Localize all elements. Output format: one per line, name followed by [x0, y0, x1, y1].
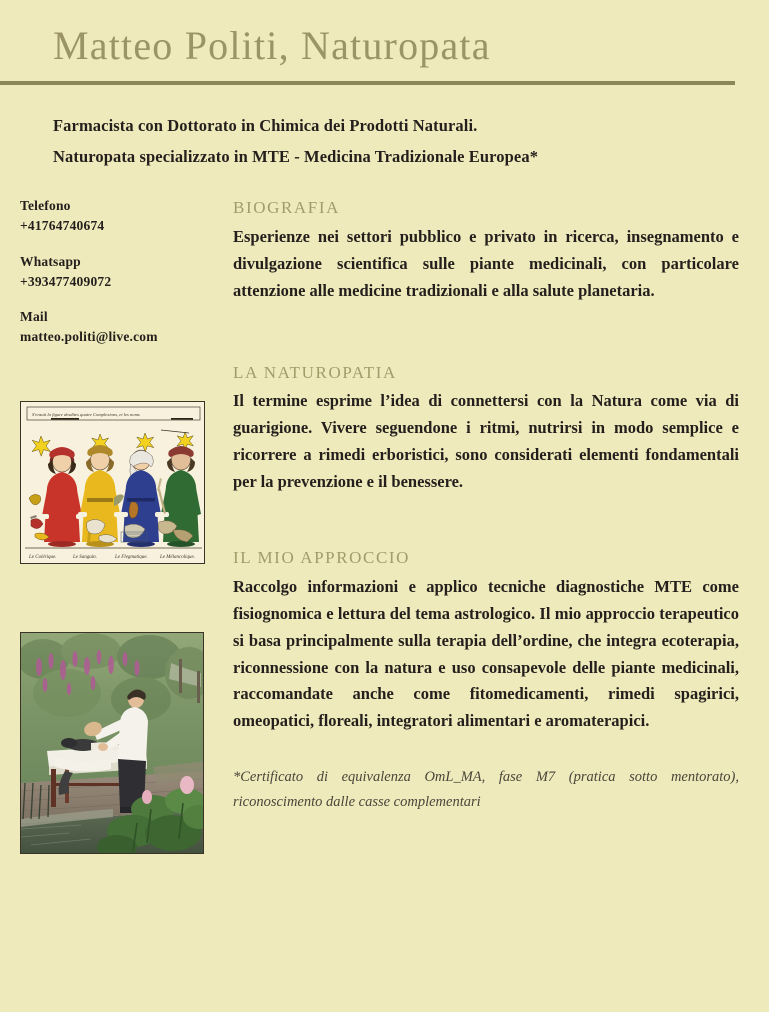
contact-whatsapp: [20, 252, 210, 293]
phone-value[interactable]: +41764740674: [20, 218, 105, 234]
spacer: [20, 564, 210, 632]
svg-text:Le Flegmatique.: Le Flegmatique.: [115, 554, 148, 560]
subtitle-line-1: Farmacista con Dottorato in Chimica dei Prodotti Naturali.: [53, 116, 478, 136]
section-naturopatia: [233, 361, 739, 496]
subtitle-block: [0, 85, 769, 172]
contact-label: Whatsapp: [20, 253, 81, 269]
email-value[interactable]: matteo.politi@live.com: [20, 329, 158, 345]
svg-text:S'ensuit la figure desdites qu: S'ensuit la figure desdites quatre Complexions, et les noms: [32, 411, 140, 417]
spacer: [20, 363, 210, 401]
therapy-scene-image: [21, 633, 204, 854]
section-heading-approccio: IL MIO APPROCCIO: [233, 548, 411, 568]
subtitle-line-2: Naturopata specializzato in MTE - Medicina Tradizionale Europea*: [53, 146, 539, 166]
section-body-naturopatia: Il termine esprime l’idea di connettersi con la Natura come via di guarigione. Vivere seguendone i ritmi, nutrirsi in modo semplice e ricorrere a rimedi erboristici, sono considerati elementi fondamentali per la prevenzione e il benessere.: [233, 391, 739, 492]
section-heading-naturopatia: LA NATUROPATIA: [233, 362, 397, 382]
section-biografia: [233, 196, 739, 304]
whatsapp-value[interactable]: +393477409072: [20, 273, 112, 289]
svg-text:Le Mélancolique.: Le Mélancolique.: [160, 554, 195, 560]
svg-text:Le Colérique.: Le Colérique.: [29, 554, 57, 560]
page-title: Matteo Politi, Naturopata: [53, 23, 491, 68]
contact-label: Telefono: [20, 198, 71, 214]
section-approccio: [233, 546, 739, 735]
section-body-approccio: Raccolgo informazioni e applico tecniche diagnostiche MTE come fisiognomica e lettura del tema astrologico. Il mio approccio terapeutico si basa principalmente sulla terapia dell’ordine, che integra ecoterapia, riconnessione con la natura e uso consapevole delle piante medicinali, raccomandate anche come fitomedicamenti, rimedi spagirici, omeopatici, floreali, integratori alimentari e aromaterapici.: [233, 576, 739, 731]
four-temperaments-woodcut: [20, 401, 205, 564]
section-body-biografia: Esperienze nei settori pubblico e privato in ricerca, insegnamento e divulgazione scientifica sulle piante medicinali, con particolare attenzione alle medicine tradizionali e alla salute planetaria.: [233, 227, 739, 300]
contact-label: Mail: [20, 309, 48, 325]
certification-footnote: *Certificato di equivalenza OmL_MA, fase M7 (pratica sotto mentorato), riconoscimento dalle casse complementari: [233, 769, 739, 810]
svg-text:Le Sanguin.: Le Sanguin.: [73, 554, 97, 560]
page-header: [0, 0, 769, 69]
contact-telefono: [20, 196, 210, 237]
woodcut-illustration: [21, 402, 205, 564]
contact-mail: [20, 307, 210, 348]
right-column: [233, 196, 739, 814]
left-column: [20, 196, 210, 854]
outdoor-therapy-photo: [20, 632, 204, 854]
section-heading-biografia: BIOGRAFIA: [233, 198, 340, 218]
